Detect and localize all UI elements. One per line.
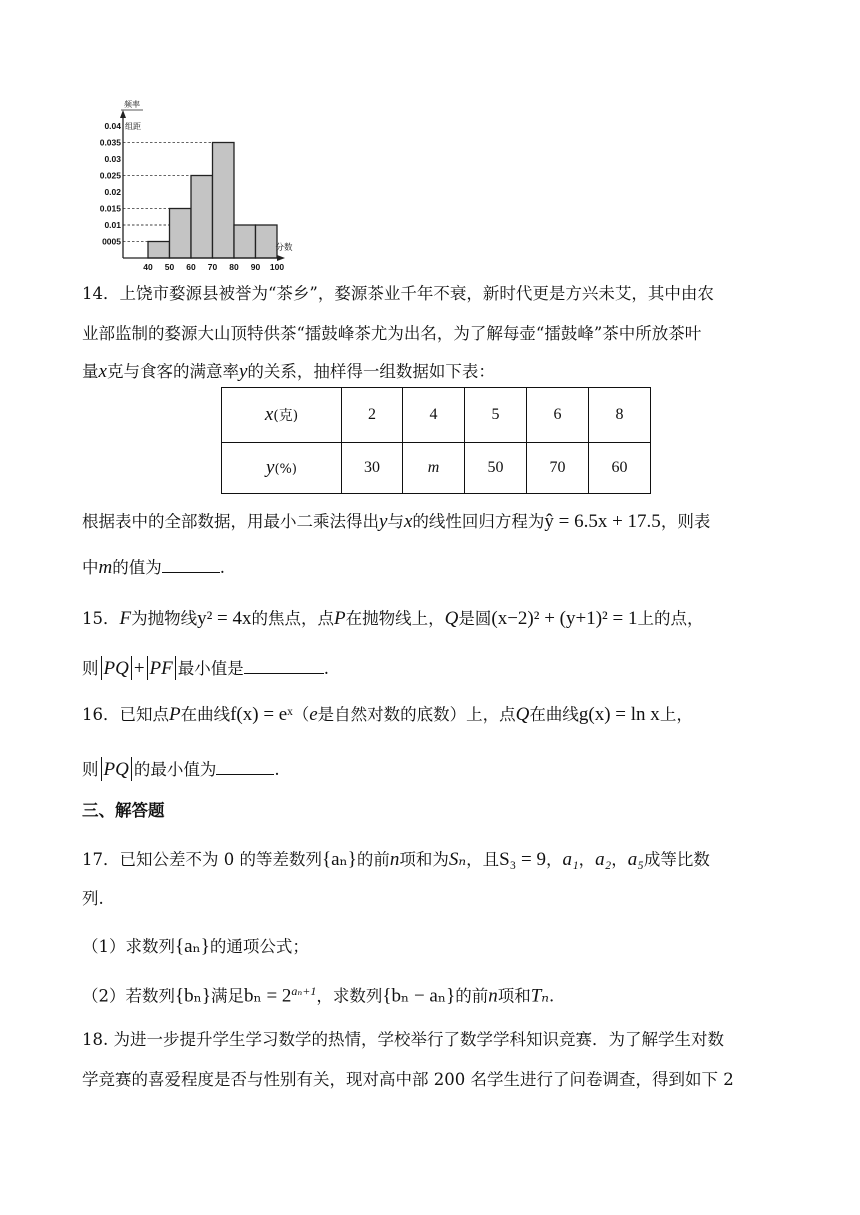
abs-bar bbox=[101, 757, 102, 781]
text: 上， bbox=[659, 705, 693, 724]
y-tick-label: 0005 bbox=[102, 236, 121, 247]
q18-line-2: 学竞赛的喜爱程度是否与性别有关，现对高中部 200 名学生进行了问卷调查，得到如下 2 bbox=[82, 1070, 734, 1089]
b-exponent: aₙ+1 bbox=[291, 984, 317, 998]
table-cell: 4 bbox=[403, 388, 465, 443]
q15-line-1 bbox=[82, 609, 703, 628]
text: 的关系，抽样得一组数据如下表： bbox=[247, 362, 495, 381]
table-cell: 6 bbox=[527, 388, 589, 443]
y-tick-label: 0.03 bbox=[104, 154, 121, 164]
var: x bbox=[264, 404, 274, 425]
text: ， bbox=[578, 850, 596, 869]
q17-line-1 bbox=[82, 850, 710, 869]
y-tick-label: 0.02 bbox=[104, 187, 121, 197]
b-definition: bₙ = 2 bbox=[243, 985, 292, 1007]
var-n: n bbox=[488, 985, 498, 1007]
text: ， bbox=[546, 850, 563, 869]
table-header-x bbox=[222, 388, 342, 443]
function-f: f(x) = eˣ bbox=[230, 704, 293, 725]
text: 为抛物线 bbox=[131, 609, 198, 628]
text: 根据表中的全部数据，用最小二乘法得出 bbox=[82, 512, 379, 531]
data-table bbox=[221, 387, 651, 494]
x-axis-arrow bbox=[277, 255, 285, 261]
var-F: F bbox=[119, 608, 132, 629]
abs-bar bbox=[101, 656, 102, 680]
text: 的值为 bbox=[112, 558, 162, 577]
abs-bar bbox=[131, 757, 132, 781]
var-P: P bbox=[334, 608, 346, 629]
q17-part-1 bbox=[82, 937, 309, 956]
x-tick-label: 40 bbox=[143, 262, 153, 272]
histogram-bar bbox=[191, 176, 213, 259]
text: 最小值是 bbox=[177, 659, 244, 678]
section-heading: 三、解答题 bbox=[82, 801, 165, 820]
table-cell: m bbox=[403, 443, 465, 494]
abs-bar bbox=[131, 656, 132, 680]
table-cell: 50 bbox=[465, 443, 527, 494]
q16-line-2 bbox=[82, 757, 280, 781]
text: . bbox=[219, 558, 225, 577]
q14-line-2: 业部监制的婺源大山顶特供茶“擂鼓峰茶尤为出名，为了解每壶“擂鼓峰”茶中所放茶叶 bbox=[82, 324, 702, 343]
text: 的通项公式； bbox=[209, 937, 309, 956]
term-a1: a₁ bbox=[562, 849, 579, 870]
var-x: x bbox=[403, 511, 413, 532]
histogram-bar bbox=[213, 143, 235, 259]
x-tick-label: 50 bbox=[164, 262, 175, 272]
q18-line-1: 18. 为进一步提升学生学习数学的热情，学校举行了数学学科知识竞赛．为了解学生对数 bbox=[82, 1030, 724, 1049]
circle-equation: (x−2)² + (y+1)² = 1 bbox=[491, 608, 638, 629]
table-cell: 70 bbox=[527, 443, 589, 494]
var: y bbox=[266, 457, 275, 478]
abs-bar bbox=[147, 656, 148, 680]
text: 在抛物线上， bbox=[345, 609, 445, 628]
text: ，则表 bbox=[660, 512, 711, 531]
var-Q: Q bbox=[444, 608, 459, 629]
text: . bbox=[548, 986, 555, 1006]
table-row-y bbox=[222, 443, 651, 494]
var-m: m bbox=[98, 557, 113, 578]
segment-PQ: PQ bbox=[103, 759, 129, 780]
sequence-a: {aₙ} bbox=[175, 936, 210, 957]
table-cell: 30 bbox=[342, 443, 403, 494]
function-g: g(x) = ln x bbox=[578, 704, 660, 725]
q17-part-2 bbox=[82, 985, 554, 1006]
y-axis-label-bottom: 组距 bbox=[125, 122, 141, 131]
text: 则 bbox=[82, 760, 99, 779]
text: （2）若数列 bbox=[82, 986, 175, 1006]
x-tick-label: 70 bbox=[207, 262, 218, 272]
text: 的前 bbox=[455, 986, 489, 1006]
text: 中 bbox=[82, 558, 99, 577]
text: 在曲线 bbox=[180, 705, 231, 724]
y-tick-label: 0.035 bbox=[99, 137, 121, 148]
sum-Sn: Sₙ bbox=[448, 849, 467, 870]
table-cell: 60 bbox=[589, 443, 651, 494]
table-row-x bbox=[222, 388, 651, 443]
text: 是自然对数的底数）上，点 bbox=[317, 705, 516, 724]
sequence-b: {bₙ} bbox=[175, 985, 211, 1007]
text: . bbox=[274, 760, 280, 779]
frequency-histogram bbox=[92, 98, 332, 274]
text: 成等比数 bbox=[643, 850, 710, 869]
y-tick-label: 0.01 bbox=[104, 220, 121, 230]
text: 上的点， bbox=[637, 609, 704, 628]
var-Q: Q bbox=[515, 704, 530, 725]
text: 的最小值为 bbox=[133, 760, 217, 779]
text: 15． bbox=[82, 609, 120, 628]
text: 在曲线 bbox=[529, 705, 579, 724]
q14-line-1: 14．上饶市婺源县被誉为“茶乡”，婺源茶业千年不衰，新时代更是方兴未艾，其中由农 bbox=[82, 284, 714, 303]
term-a2: a₂ bbox=[595, 849, 612, 870]
parabola-equation: y² = 4x bbox=[197, 608, 252, 629]
text: 17．已知公差不为 0 的等差数列 bbox=[82, 850, 322, 869]
abs-bar bbox=[175, 656, 176, 680]
text: 量 bbox=[82, 362, 99, 381]
answer-blank bbox=[244, 659, 324, 674]
table-cell: 8 bbox=[589, 388, 651, 443]
q17-line-2: 列. bbox=[82, 889, 104, 908]
answer-blank bbox=[162, 558, 220, 573]
answer-blank bbox=[216, 760, 274, 775]
var-n: n bbox=[389, 849, 400, 870]
unit: (%) bbox=[274, 462, 297, 477]
q14-after-line-1 bbox=[82, 512, 710, 531]
text: 满足 bbox=[210, 986, 244, 1006]
text: 16．已知点 bbox=[82, 705, 169, 724]
text: 项和 bbox=[497, 986, 531, 1006]
q15-line-2 bbox=[82, 656, 329, 680]
segment-PQ: PQ bbox=[103, 658, 129, 679]
text: ，求数列 bbox=[316, 986, 383, 1006]
var-y: y bbox=[379, 511, 388, 532]
text: （1）求数列 bbox=[82, 937, 175, 956]
text: 则 bbox=[82, 659, 99, 678]
y-axis-arrow bbox=[120, 110, 126, 118]
text: 项和为 bbox=[399, 850, 449, 869]
x-tick-label: 80 bbox=[229, 262, 239, 272]
table-cell: 2 bbox=[342, 388, 403, 443]
histogram-bar bbox=[170, 209, 192, 259]
x-tick-label: 60 bbox=[186, 262, 196, 272]
term-a5: a₅ bbox=[627, 849, 644, 870]
y-axis-label-top: 频率 bbox=[124, 100, 140, 109]
text: 的前 bbox=[356, 850, 390, 869]
sequence-a: {aₙ} bbox=[321, 849, 357, 870]
x-tick-label: 100 bbox=[269, 262, 285, 272]
table-header-y bbox=[222, 443, 342, 494]
q14-after-line-2 bbox=[82, 558, 225, 577]
q14-line-3 bbox=[82, 362, 495, 381]
var-x: x bbox=[98, 361, 107, 382]
var-P: P bbox=[169, 704, 181, 725]
text: ， bbox=[611, 850, 628, 869]
text: ，且 bbox=[466, 850, 500, 869]
text: 是圆 bbox=[458, 609, 492, 628]
text: 与 bbox=[387, 512, 404, 531]
histogram-bar bbox=[234, 225, 256, 258]
chart-bars bbox=[148, 143, 277, 259]
y-tick-label: 0.025 bbox=[99, 170, 121, 181]
q16-line-1 bbox=[82, 705, 693, 724]
condition-S3: S₃ = 9 bbox=[499, 849, 546, 870]
regression-equation: ŷ = 6.5x + 17.5 bbox=[544, 511, 661, 532]
unit: (克) bbox=[273, 408, 299, 424]
table-cell: 5 bbox=[465, 388, 527, 443]
sum-Tn: Tₙ bbox=[530, 985, 549, 1007]
var-y: y bbox=[238, 361, 248, 382]
text: 的焦点，点 bbox=[251, 609, 335, 628]
y-tick-label: 0.04 bbox=[104, 121, 121, 131]
segment-PF: PF bbox=[149, 658, 173, 679]
var-e: e bbox=[309, 704, 318, 725]
text: 克与食客的满意率 bbox=[106, 362, 239, 381]
text: （ bbox=[292, 705, 310, 724]
sequence-b-minus-a: {bₙ − aₙ} bbox=[382, 985, 456, 1007]
y-tick-label: 0.015 bbox=[99, 203, 121, 214]
text: . bbox=[323, 659, 330, 678]
x-tick-label: 90 bbox=[250, 262, 261, 272]
text: 的线性回归方程为 bbox=[412, 512, 545, 531]
plus-sign: + bbox=[133, 658, 145, 679]
x-axis-label: 分数 bbox=[275, 242, 293, 252]
histogram-bar bbox=[148, 242, 170, 259]
histogram-bar bbox=[256, 225, 278, 258]
